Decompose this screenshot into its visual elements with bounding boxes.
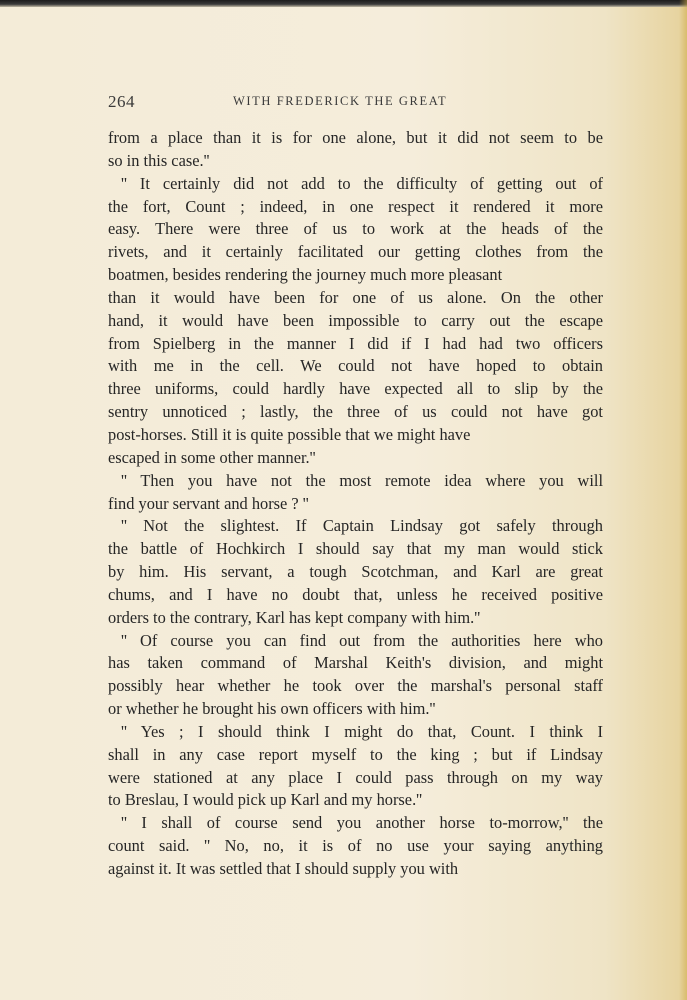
text-line: hand, it would have been impossible to carry out the escape: [108, 310, 603, 330]
running-title: WITH FREDERICK THE GREAT: [233, 94, 448, 108]
text-line: easy. There were three of us to work at the heads of the: [108, 219, 603, 239]
text-line: '' Yes ; I should think I might do that, Count. I think I: [121, 721, 603, 741]
page-right-edge: [679, 0, 687, 1000]
text-line: so in this case.'': [108, 150, 210, 170]
text-line: the battle of Hochkirch I should say that my man would stick: [108, 539, 603, 559]
text-line: boatmen, besides rendering the journey much more pleasant: [108, 265, 503, 285]
page-number: 264: [108, 92, 135, 111]
text-line: with me in the cell. We could not have hoped to obtain: [108, 356, 603, 376]
text-line: against it. It was settled that I should supply you with: [108, 859, 459, 878]
running-head: [108, 92, 603, 112]
text-line: from Spielberg in the manner I did if I had had two officers: [108, 333, 603, 353]
text-line: escaped in some other manner.'': [108, 447, 316, 467]
text-line: has taken command of Marshal Keith's division, and might: [108, 653, 603, 673]
text-line: orders to the contrary, Karl has kept company with him.'': [108, 607, 481, 627]
text-line: shall in any case report myself to the king ; but if Lindsay: [108, 744, 603, 764]
text-line: sentry unnoticed ; lastly, the three of us could not have got: [108, 402, 603, 422]
text-line: three uniforms, could hardly have expected all to slip by the: [108, 379, 603, 399]
text-line: '' Of course you can find out from the authorities here who: [121, 630, 603, 650]
text-line: count said. '' No, no, it is of no use your saying anything: [108, 836, 603, 856]
text-line: post-horses. Still it is quite possible that we might have: [108, 424, 471, 444]
text-line: '' Not the slightest. If Captain Lindsay got safely through: [121, 516, 603, 536]
text-line: chums, and I have no doubt that, unless he received positive: [108, 584, 603, 604]
text-line: rivets, and it certainly facilitated our getting clothes from the: [108, 242, 603, 262]
text-line: were stationed at any place I could pass through on my way: [108, 767, 603, 787]
body-text: [108, 127, 603, 881]
text-line: from a place than it is for one alone, but it did not seem to be: [108, 128, 603, 147]
page-top-edge: [0, 0, 687, 7]
text-line: by him. His servant, a tough Scotchman, and Karl are great: [108, 562, 603, 582]
text-line: the fort, Count ; indeed, in one respect it rendered it more: [108, 196, 603, 216]
text-line: '' It certainly did not add to the difficulty of getting out of: [121, 173, 603, 193]
text-line: to Breslau, I would pick up Karl and my horse.'': [108, 790, 423, 810]
text-line: or whether he brought his own officers with him.'': [108, 699, 436, 719]
text-line: possibly hear whether he took over the marshal's personal staff: [108, 676, 603, 696]
text-line: '' I shall of course send you another horse to-morrow,'' the: [121, 813, 603, 833]
text-line: '' Then you have not the most remote idea where you will: [121, 470, 603, 490]
text-line: find your servant and horse ? '': [108, 493, 309, 513]
text-line: than it would have been for one of us alone. On the other: [108, 287, 603, 307]
